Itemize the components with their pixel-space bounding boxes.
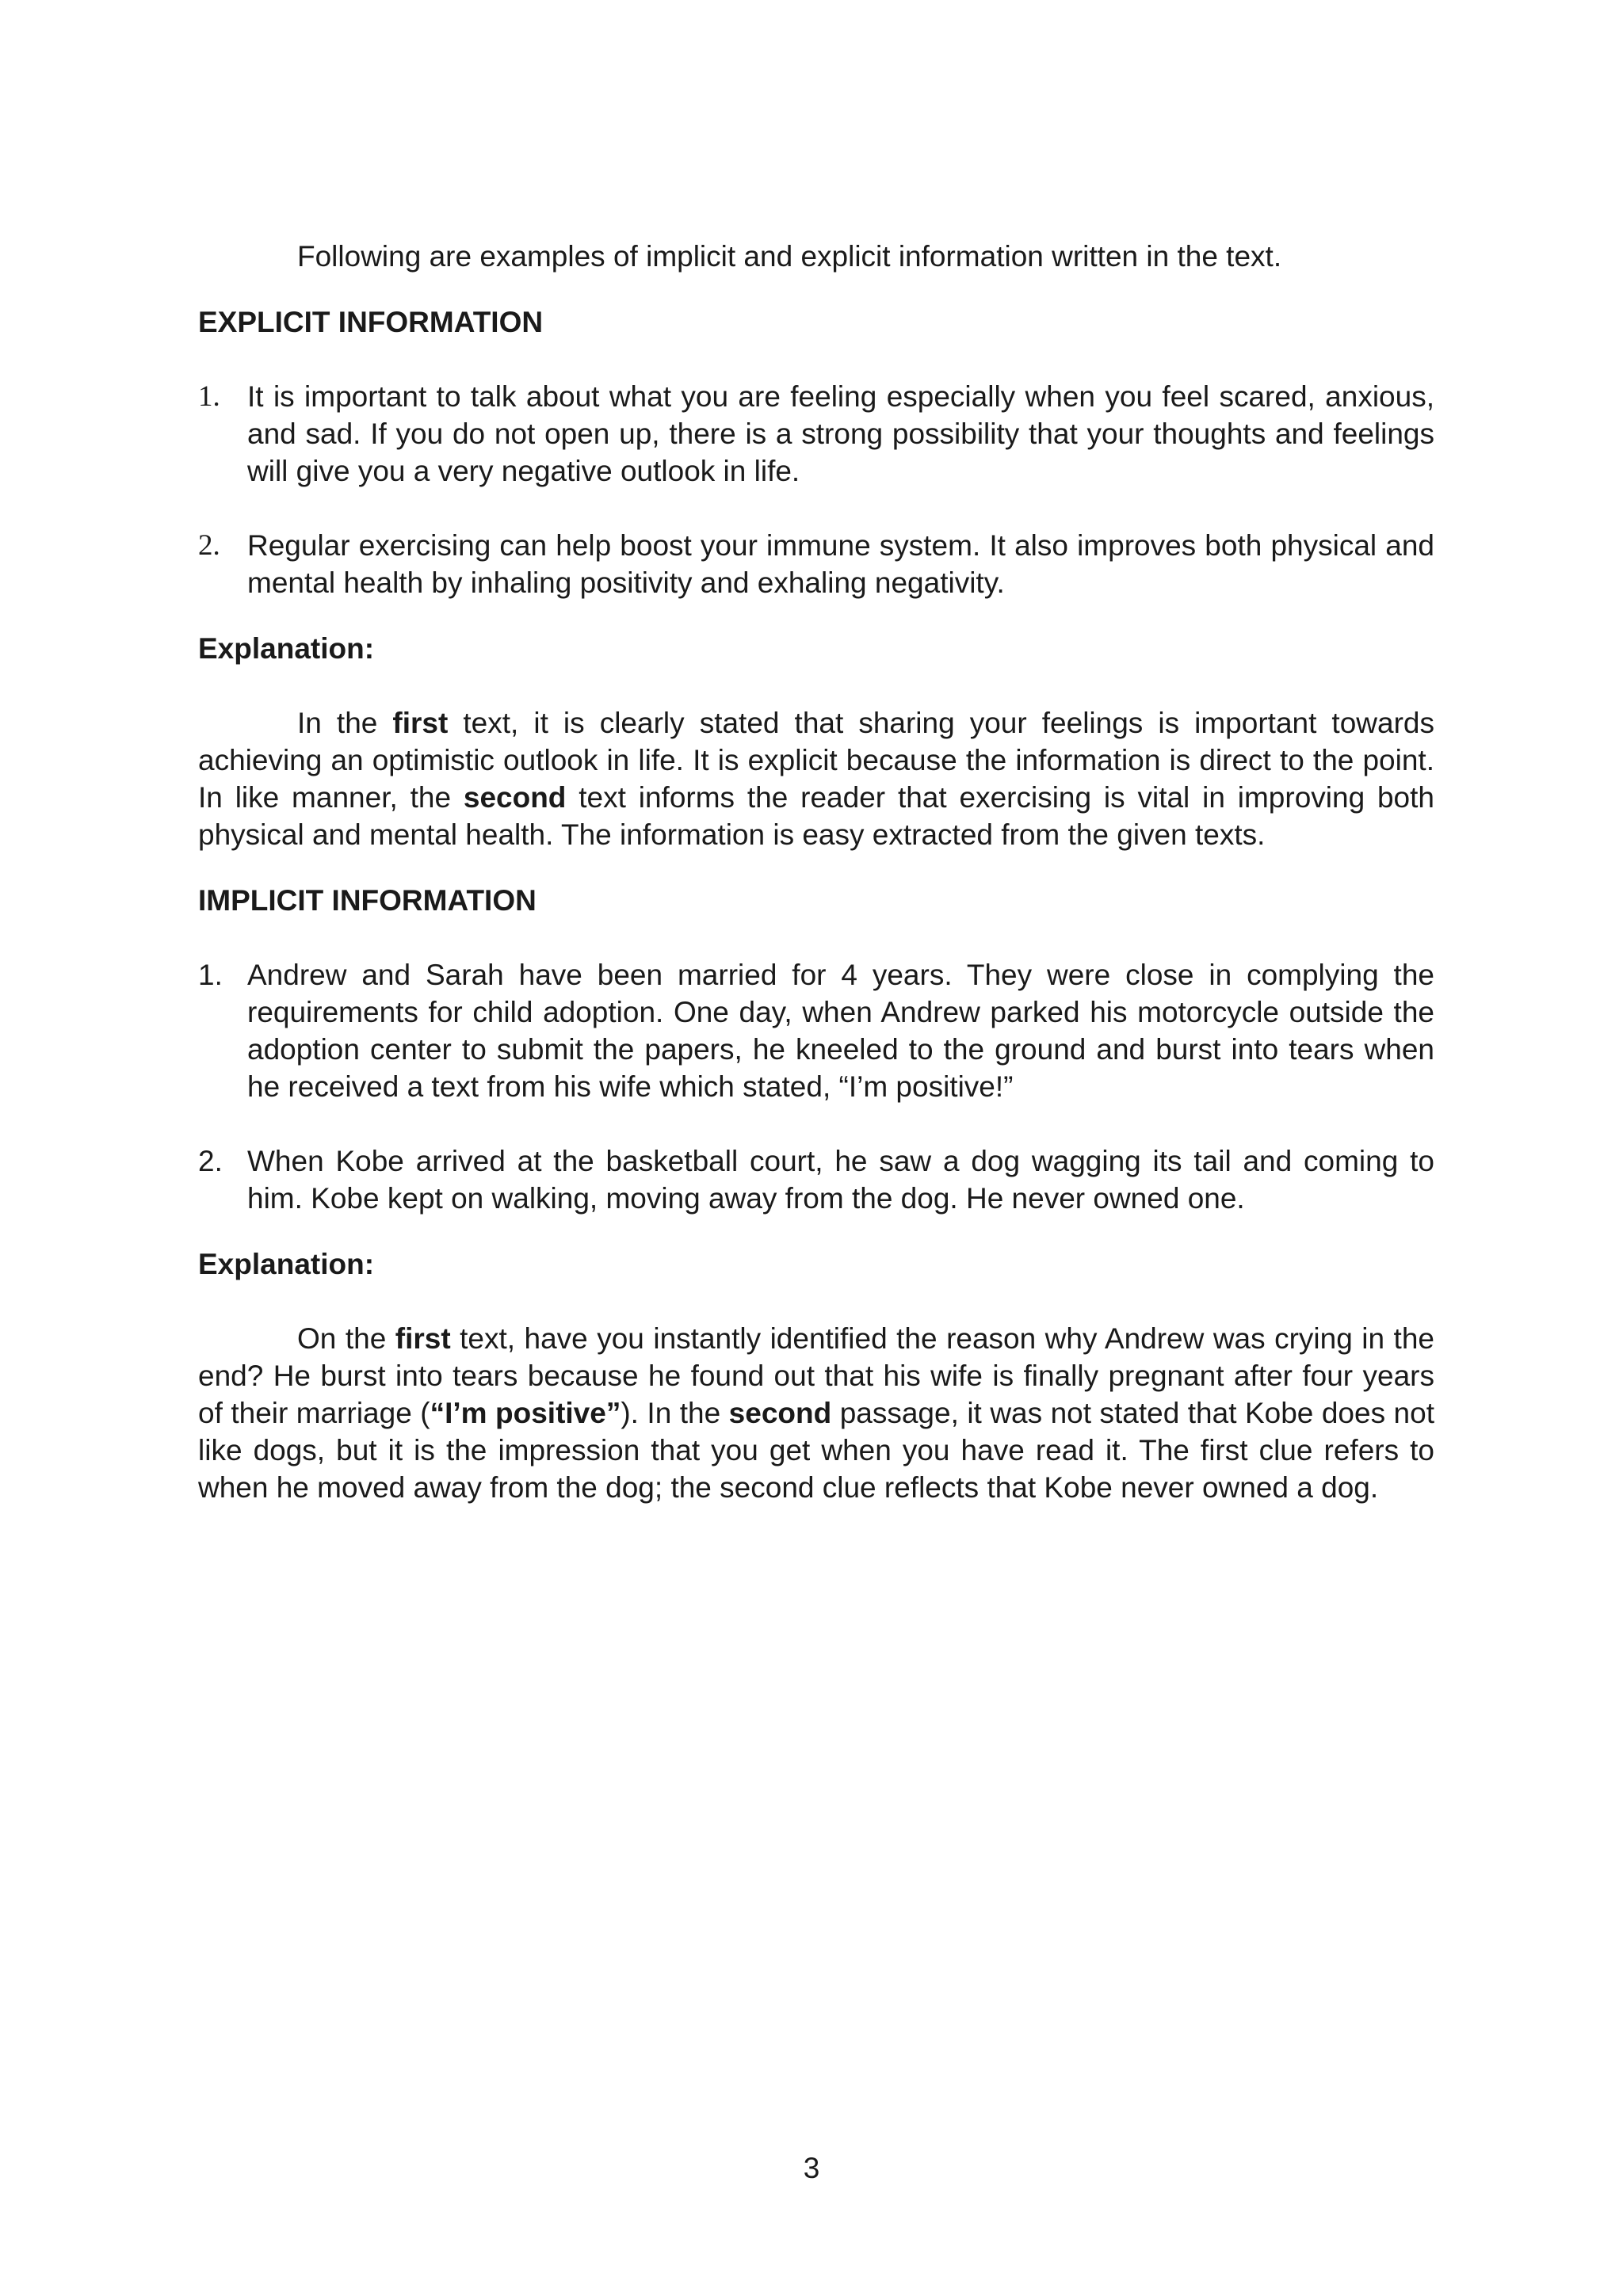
explanation-text: ). In the bbox=[621, 1397, 729, 1429]
list-item bbox=[198, 527, 1434, 601]
item-number: 2. bbox=[198, 1145, 223, 1177]
explanation-text: text informs the reader that exercising is vital in improving both physical and mental health. The information is easy extracted from the given texts. bbox=[198, 781, 1434, 851]
item-number: 1. bbox=[198, 380, 220, 413]
page-number: 3 bbox=[803, 2152, 820, 2184]
list-item bbox=[198, 956, 1434, 1105]
explicit-list bbox=[198, 378, 1434, 601]
explanation-text: In the bbox=[297, 707, 393, 739]
item-text: It is important to talk about what you are feeling especially when you feel scared, anxious, and sad. If you do not open up, there is a strong possibility that your thoughts and feelings will give you a very negative outlook in life. bbox=[247, 380, 1434, 487]
implicit-explanation-heading: Explanation: bbox=[198, 1248, 375, 1280]
explanation-text: passage, it was not stated that Kobe does not like dogs, but it is the impression that you get when you have read it. The first clue refers to when he moved away from the dog; the second clue reflects that Kobe never owned a dog. bbox=[198, 1397, 1434, 1504]
emphasis-text: second bbox=[728, 1397, 832, 1429]
emphasis-text: first bbox=[392, 707, 449, 739]
item-text: Andrew and Sarah have been married for 4 years. They were close in complying the requirements for child adoption. One day, when Andrew parked his motorcycle outside the adoption center to submit the papers, he kneeled to the ground and burst into tears when he received a text from his wife which stated, “I’m positive!” bbox=[247, 959, 1434, 1103]
item-number: 1. bbox=[198, 959, 223, 991]
implicit-list bbox=[198, 956, 1434, 1217]
explanation-text: On the bbox=[297, 1322, 395, 1355]
implicit-explanation-paragraph bbox=[198, 1320, 1434, 1506]
emphasis-text: second bbox=[463, 781, 567, 814]
list-item bbox=[198, 1142, 1434, 1217]
explanation-text: text, have you instantly identified the reason why Andrew was crying in the end? He burst into tears because he found out that his wife is finally pregnant after four years of their marriage ( bbox=[198, 1322, 1434, 1429]
implicit-heading: IMPLICIT INFORMATION bbox=[198, 884, 537, 917]
explanation-text: text, it is clearly stated that sharing your feelings is important towards achieving an optimistic outlook in life. It is explicit because the information is direct to the point. In like manner, the bbox=[198, 707, 1434, 814]
list-item bbox=[198, 378, 1434, 490]
intro-paragraph: Following are examples of implicit and explicit information written in the text. bbox=[297, 240, 1282, 273]
emphasis-text: “I’m positive” bbox=[430, 1397, 621, 1429]
item-text: When Kobe arrived at the basketball court, he saw a dog wagging its tail and coming to him. Kobe kept on walking, moving away from the dog. He never owned one. bbox=[247, 1145, 1434, 1215]
explicit-explanation-heading: Explanation: bbox=[198, 632, 375, 665]
explicit-explanation-paragraph bbox=[198, 704, 1434, 853]
emphasis-text: first bbox=[395, 1322, 451, 1355]
item-number: 2. bbox=[198, 529, 220, 562]
explicit-heading: EXPLICIT INFORMATION bbox=[198, 306, 544, 338]
item-text: Regular exercising can help boost your immune system. It also improves both physical and mental health by inhaling positivity and exhaling negativity. bbox=[247, 529, 1434, 599]
page-content bbox=[198, 238, 1434, 1506]
